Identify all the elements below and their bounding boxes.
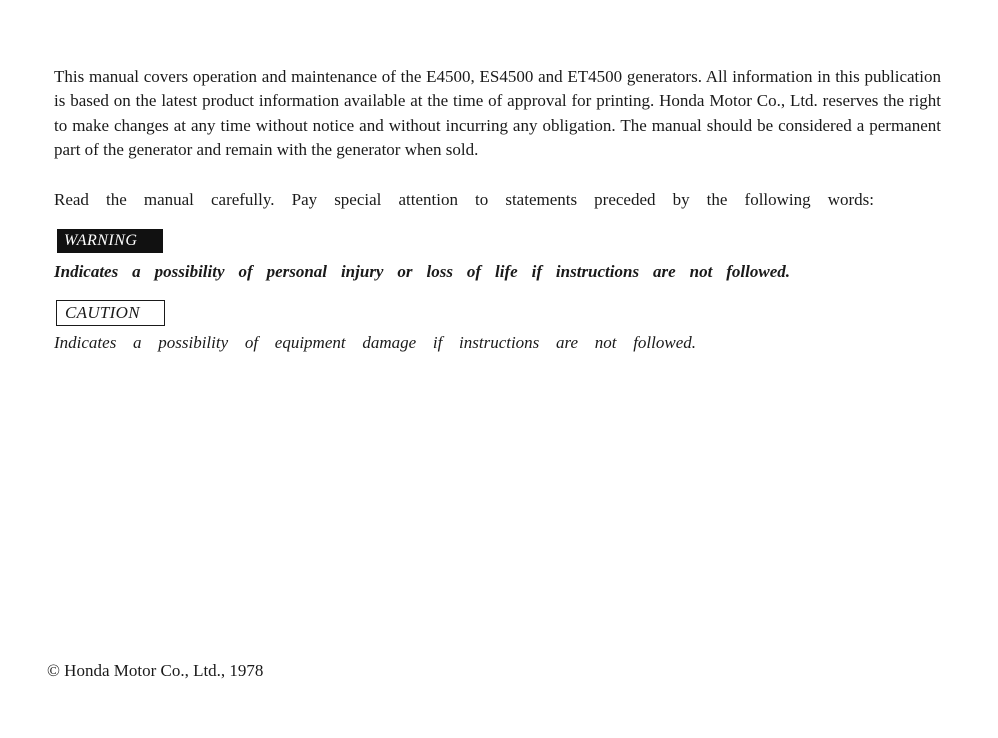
read-instruction: Read the manual carefully. Pay special attention to statements preceded by the following words: (54, 190, 874, 209)
caution-description: Indicates a possibility of equipment damage if instructions are not followed. (54, 333, 696, 352)
warning-description: Indicates a possibility of personal injury or loss of life if instructions are not followed. (54, 262, 790, 281)
intro-paragraph: This manual covers operation and maintenance of the E4500, ES4500 and ET4500 generators. All information in this publication is based on the latest product information available at the time of approval for printing. Honda Motor Co., Ltd. reserves the right to make changes at any time without notice and without incurring any obligation. The manual should be considered a permanent part of the generator and remain with the generator when sold. (54, 67, 941, 159)
copyright-notice: © Honda Motor Co., Ltd., 1978 (47, 661, 264, 680)
caution-label: CAUTION (56, 300, 165, 326)
warning-label: WARNING (57, 229, 163, 253)
